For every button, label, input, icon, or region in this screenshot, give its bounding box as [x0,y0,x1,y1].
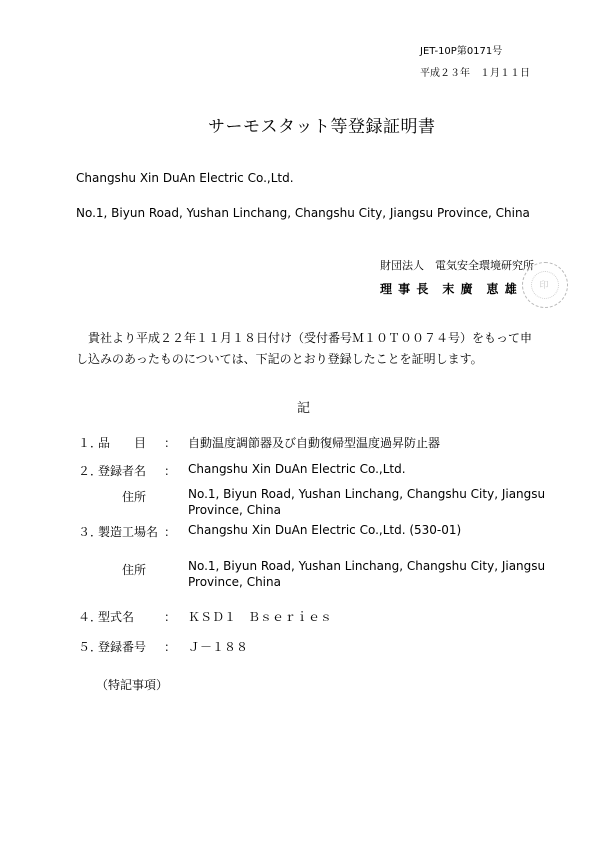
item-4-number: ４． [78,610,103,624]
item-5-number: ５． [78,640,103,654]
document-reference-number: JET-10P第0171号 [420,46,503,57]
item-3-value: Changshu Xin DuAn Electric Co.,Ltd. (530-01) [188,523,462,537]
official-seal-text: 印 [539,281,549,291]
item-2-address-line-2: Province, China [188,503,281,517]
item-4-colon: ： [164,610,177,624]
item-1-colon: ： [164,436,177,450]
document-date: 平成２３年 １月１１日 [420,68,530,79]
item-3-address-line-1: No.1, Biyun Road, Yushan Linchang, Changshu City, Jiangsu [188,559,546,573]
certificate-title: サーモスタット等登録証明書 [208,117,436,137]
item-3-number: ３． [78,525,103,539]
item-2-colon: ： [164,464,177,478]
item-1-value: 自動温度調節器及び自動復帰型温度過昇防止器 [188,436,441,450]
item-5-label: 登録番号 [98,640,147,654]
item-1-number: １． [78,436,103,450]
applicant-name: Changshu Xin DuAn Electric Co.,Ltd. [76,171,294,185]
item-2-number: ２． [78,464,103,478]
certification-statement-line-2: し込みのあったものについては、下記のとおり登録したことを証明します。 [76,352,483,366]
item-2-address-line-1: No.1, Biyun Road, Yushan Linchang, Changshu City, Jiangsu [188,487,546,501]
item-2-value: Changshu Xin DuAn Electric Co.,Ltd. [188,462,406,476]
applicant-address: No.1, Biyun Road, Yushan Linchang, Changshu City, Jiangsu Province, China [76,206,530,220]
special-notes-heading: （特記事項） [96,678,169,692]
item-5-value: Ｊ－１８８ [188,640,249,654]
ki-heading: 記 [297,401,311,416]
issuer-organization: 財団法人 電気安全環境研究所 [380,259,534,272]
item-3-address-label: 住所 [122,563,147,577]
item-4-value: ＫＳＤ１ Ｂｓｅｒｉｅｓ [188,610,333,624]
item-2-label: 登録者名 [98,464,147,478]
item-4-label: 型式名 [98,610,135,624]
item-3-colon: ： [164,525,177,539]
item-5-colon: ： [164,640,177,654]
issuer-signatory: 理 事 長 末 廣 恵 雄 [380,282,518,296]
certification-statement-line-1: 貴社より平成２２年１１月１８日付け（受付番号Ｍ１０Ｔ００７４号）をもって申 [88,331,533,345]
item-2-address-label: 住所 [122,490,147,504]
item-3-address-line-2: Province, China [188,575,281,589]
item-3-label: 製造工場名 [98,525,159,539]
item-1-label: 品 目 [98,436,147,450]
